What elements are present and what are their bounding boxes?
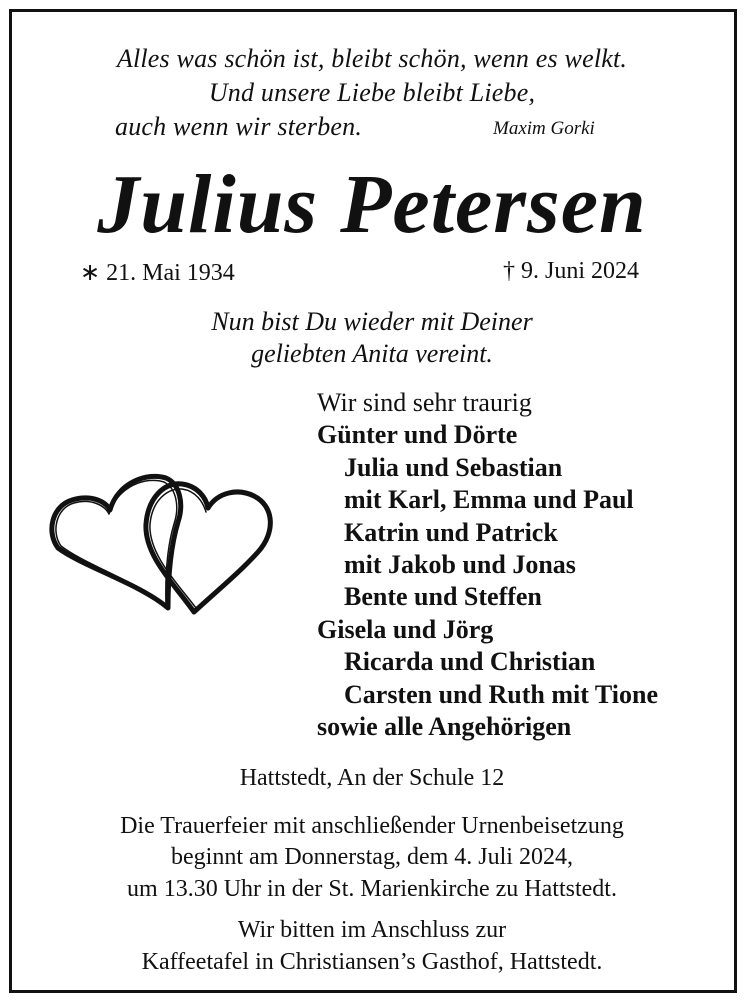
reunion-line-2: geliebten Anita vereint. bbox=[251, 339, 493, 368]
address: Hattstedt, An der Schule 12 bbox=[239, 765, 505, 791]
quote-line-2: Und unsere Liebe bleibt Liebe, bbox=[208, 78, 536, 107]
ceremony-line-1: Die Trauerfeier mit anschließender Urnenbeisetzung bbox=[120, 813, 624, 839]
reception-line-1: Wir bitten im Anschluss zur bbox=[237, 917, 507, 943]
mourner-line: Katrin und Patrick bbox=[344, 517, 558, 547]
quote-line-3: auch wenn wir sterben. bbox=[115, 112, 363, 141]
reception-line-2: Kaffeetafel in Christiansen’s Gasthof, Hattstedt. bbox=[141, 949, 603, 975]
mourner-line: Gisela und Jörg bbox=[317, 614, 494, 644]
ceremony-line-3: um 13.30 Uhr in der St. Marienkirche zu Hattstedt. bbox=[127, 876, 617, 902]
mourner-line: sowie alle Angehörigen bbox=[317, 712, 572, 742]
mourners-list bbox=[317, 419, 658, 743]
mourners-intro: Wir sind sehr traurig bbox=[317, 388, 532, 417]
mourners-block bbox=[317, 387, 658, 743]
mourner-line: Günter und Dörte bbox=[317, 420, 518, 450]
mourner-line: mit Jakob und Jonas bbox=[344, 550, 576, 580]
quote-line-1: Alles was schön ist, bleibt schön, wenn es welkt. bbox=[116, 44, 628, 73]
deceased-name: Julius Petersen bbox=[97, 158, 647, 251]
death-date: † 9. Juni 2024 bbox=[503, 258, 640, 284]
mourner-line: Ricarda und Christian bbox=[344, 647, 596, 677]
ceremony-line-2: beginnt am Donnerstag, dem 4. Juli 2024, bbox=[171, 844, 573, 870]
two-hearts-icon bbox=[48, 462, 278, 617]
mourner-line: Carsten und Ruth mit Tione bbox=[344, 679, 658, 709]
mourner-line: mit Karl, Emma und Paul bbox=[344, 485, 634, 515]
birth-date: ∗ 21. Mai 1934 bbox=[80, 260, 235, 286]
mourner-line: Julia und Sebastian bbox=[344, 452, 563, 482]
quote-author: Maxim Gorki bbox=[493, 118, 595, 139]
mourner-line: Bente und Steffen bbox=[344, 582, 542, 612]
reunion-line-1: Nun bist Du wieder mit Deiner bbox=[211, 307, 533, 336]
